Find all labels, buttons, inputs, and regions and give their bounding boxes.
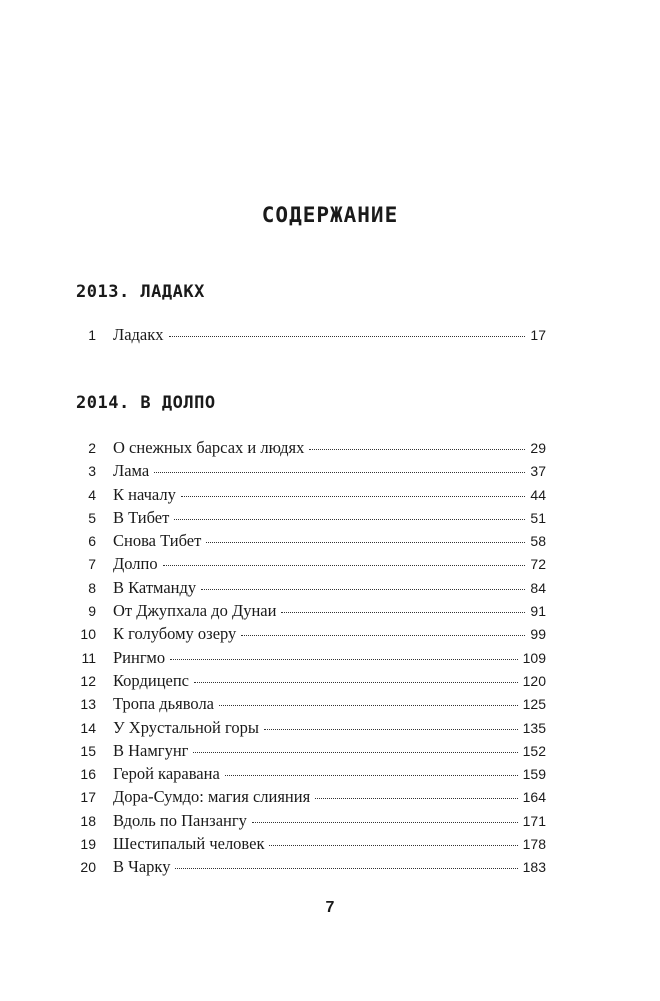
toc-entry (76, 834, 546, 857)
chapter-number: 13 (80, 696, 96, 713)
chapter-page: 72 (530, 556, 546, 573)
dot-leader (201, 589, 525, 590)
chapter-number: 15 (80, 742, 96, 759)
chapter-title: Снова Тибет (113, 531, 202, 551)
toc-entry (76, 531, 546, 554)
chapter-number: 8 (88, 579, 96, 596)
chapter-number: 20 (80, 859, 96, 876)
dot-leader (281, 612, 525, 613)
dot-leader (206, 542, 525, 543)
chapter-title: В Тибет (113, 507, 170, 527)
chapter-page: 171 (522, 812, 546, 829)
dot-leader (169, 336, 526, 337)
chapter-page: 84 (530, 579, 546, 596)
dot-leader (264, 729, 518, 730)
chapter-number: 16 (80, 766, 96, 783)
dot-leader (193, 752, 517, 753)
section-title-dolpo: 2014. В ДОЛПО (76, 393, 216, 413)
chapter-title: Рингмо (113, 647, 166, 667)
toc-entry (76, 601, 546, 624)
dot-leader (154, 472, 525, 473)
chapter-page: 51 (530, 509, 546, 526)
chapter-page: 91 (530, 603, 546, 620)
chapter-title: О снежных барсах и людях (113, 438, 305, 457)
page-number: 7 (325, 899, 335, 916)
dot-leader (241, 635, 525, 636)
toc-entry (76, 554, 546, 577)
chapter-title: Лама (113, 461, 150, 481)
chapter-title: К голубому озеру (113, 624, 237, 644)
toc-entry (76, 694, 546, 717)
chapter-title: Ладакх (113, 325, 164, 344)
toc-entry (76, 764, 546, 787)
chapter-number: 10 (80, 626, 96, 643)
chapter-title: Тропа дьявола (113, 694, 215, 714)
chapter-page: 37 (530, 463, 546, 480)
chapter-title: В Намгунг (113, 740, 189, 760)
chapter-title: Шестипалый человек (113, 834, 265, 854)
toc-list-dolpo (76, 438, 546, 881)
chapter-number: 2 (88, 440, 96, 456)
toc-entry (76, 787, 546, 810)
dot-leader (170, 659, 518, 660)
chapter-number: 11 (81, 649, 96, 666)
chapter-number: 14 (80, 719, 96, 736)
chapter-page: 159 (522, 766, 546, 783)
toc-entry (76, 741, 546, 764)
dot-leader (163, 565, 526, 566)
toc-entry (76, 461, 546, 484)
toc-entry (76, 648, 546, 671)
chapter-number: 12 (80, 672, 96, 689)
toc-entry (76, 325, 546, 348)
toc-entry (76, 508, 546, 531)
chapter-title: Кордицепс (113, 670, 189, 690)
dot-leader (225, 775, 518, 776)
dot-leader (174, 519, 525, 520)
chapter-title: В Катманду (113, 577, 197, 597)
chapter-number: 18 (80, 812, 96, 829)
chapter-page: 17 (530, 327, 546, 343)
chapter-title: К началу (113, 484, 176, 504)
toc-entry (76, 624, 546, 647)
toc-entry (76, 718, 546, 741)
toc-entry (76, 578, 546, 601)
chapter-number: 17 (80, 789, 96, 806)
chapter-number: 4 (88, 486, 96, 503)
chapter-title: Долпо (113, 554, 158, 574)
chapter-title: Герой каравана (113, 764, 220, 784)
chapter-number: 6 (88, 533, 96, 550)
chapter-page: 44 (530, 486, 546, 503)
page-title: СОДЕРЖАНИЕ (261, 203, 399, 227)
dot-leader (194, 682, 518, 683)
chapter-page: 29 (530, 440, 546, 456)
chapter-number: 3 (88, 463, 96, 480)
toc-entry (76, 671, 546, 694)
dot-leader (219, 705, 518, 706)
chapter-page: 183 (522, 859, 546, 876)
chapter-number: 1 (88, 327, 96, 343)
chapter-page: 152 (522, 742, 546, 759)
chapter-number: 7 (88, 556, 96, 573)
chapter-page: 135 (522, 719, 546, 736)
toc-entry (76, 811, 546, 834)
chapter-title: В Чарку (113, 857, 171, 877)
chapter-page: 178 (522, 836, 546, 853)
toc-entry (76, 857, 546, 880)
dot-leader (309, 449, 525, 450)
chapter-page: 120 (522, 672, 546, 689)
chapter-page: 164 (522, 789, 546, 806)
chapter-title: Дора-Сумдо: магия слияния (113, 787, 311, 807)
section-title-ladakh: 2013. ЛАДАКХ (76, 282, 205, 302)
chapter-title: Вдоль по Панзангу (113, 810, 247, 830)
chapter-number: 5 (88, 509, 96, 526)
chapter-number: 19 (80, 836, 96, 853)
dot-leader (269, 845, 517, 846)
toc-entry (76, 438, 546, 461)
chapter-number: 9 (88, 603, 96, 620)
dot-leader (252, 822, 518, 823)
dot-leader (315, 798, 517, 799)
chapter-page: 58 (530, 533, 546, 550)
chapter-page: 125 (522, 696, 546, 713)
chapter-page: 109 (522, 649, 546, 666)
toc-list-ladakh (76, 325, 546, 348)
chapter-page: 99 (530, 626, 546, 643)
toc-entry (76, 485, 546, 508)
chapter-title: У Хрустальной горы (113, 717, 259, 737)
chapter-title: От Джупхала до Дунаи (113, 601, 277, 621)
dot-leader (181, 496, 526, 497)
dot-leader (175, 868, 517, 869)
